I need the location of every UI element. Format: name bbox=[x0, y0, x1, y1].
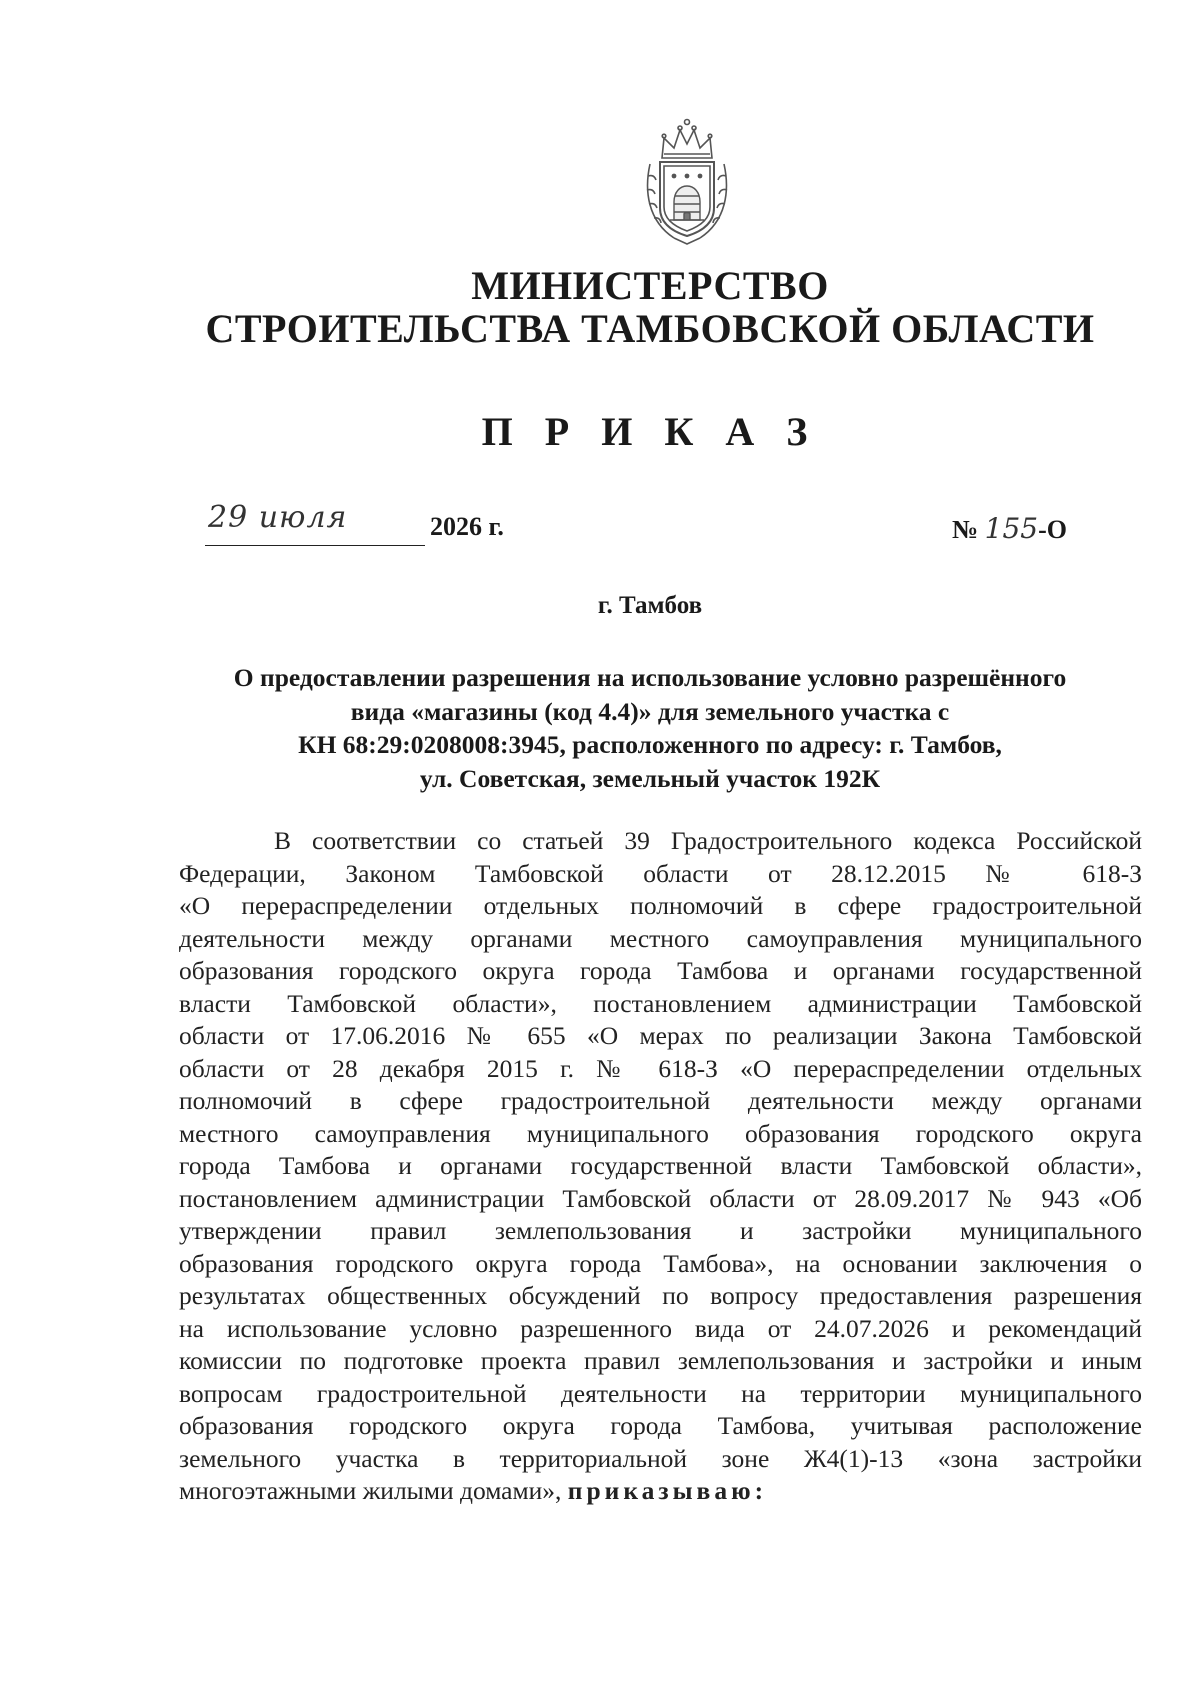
date-handwritten: 29 июля bbox=[208, 500, 348, 535]
body-line: на использование условно разрешенного вида от 24.07.2026 и рекомендаций bbox=[179, 1313, 1142, 1343]
body-line: В соответствии со статьей 39 Градостроительного кодекса Российской bbox=[274, 826, 1142, 855]
subject-line: ул. Советская, земельный участок 192К bbox=[419, 763, 881, 793]
body-line: «О перераспределении отдельных полномочий в сфере градостроительной bbox=[179, 891, 1142, 920]
body-line: Федерации, Законом Тамбовской области от 28.12.2015 № 618-З bbox=[179, 858, 1142, 888]
body-line: результатах общественных обсуждений по вопросу предоставления разрешения bbox=[179, 1281, 1142, 1310]
order-decree-word: приказываю: bbox=[567, 1476, 768, 1505]
body-line: власти Тамбовской области», постановлением администрации Тамбовской bbox=[179, 988, 1142, 1018]
coat-of-arms-emblem bbox=[634, 116, 740, 248]
body-line: утверждении правил землепользования и застройки муниципального bbox=[179, 1216, 1142, 1245]
city-name: г. Тамбов bbox=[597, 592, 703, 619]
body-line: постановлением администрации Тамбовской области от 28.09.2017 № 943 «Об bbox=[179, 1183, 1142, 1213]
number-prefix: № bbox=[952, 515, 979, 544]
body-line: земельного участка в территориальной зоне Ж4(1)-13 «зона застройки bbox=[179, 1443, 1142, 1473]
body-last-line-text: многоэтажными жилыми домами», bbox=[179, 1476, 562, 1505]
number-suffix: -О bbox=[1038, 515, 1067, 544]
body-line: области от 28 декабря 2015 г. № 618-З «О перераспределении отдельных bbox=[179, 1053, 1142, 1083]
body-line: вопросам градостроительной деятельности на территории муниципального bbox=[179, 1378, 1142, 1408]
subject-line: вида «магазины (код 4.4)» для земельного участка с bbox=[350, 696, 950, 726]
body-line: деятельности между органами местного самоуправления муниципального bbox=[179, 923, 1142, 953]
subject-line: О предоставлении разрешения на использование условно разрешённого bbox=[233, 663, 1067, 692]
order-body-paragraph bbox=[179, 825, 1142, 1508]
date-year: 2026 г. bbox=[430, 512, 504, 541]
body-line: полномочий в сфере градостроительной деятельности между органами bbox=[179, 1086, 1142, 1115]
body-line: образования городского округа города Тамбова, учитывая расположение bbox=[179, 1411, 1142, 1440]
order-title: П Р И К А З bbox=[481, 409, 819, 454]
order-subject bbox=[150, 661, 1150, 795]
subject-line: КН 68:29:0208008:3945, расположенного по адресу: г. Тамбов, bbox=[298, 730, 1002, 759]
body-line: области от 17.06.2016 № 655 «О мерах по реализации Закона Тамбовской bbox=[179, 1021, 1142, 1050]
order-number bbox=[952, 512, 1067, 545]
body-line: комиссии по подготовке проекта правил землепользования и застройки и иным bbox=[179, 1346, 1142, 1375]
body-last-line bbox=[179, 1475, 1142, 1508]
body-line: местного самоуправления муниципального образования городского округа bbox=[179, 1118, 1142, 1148]
body-line: образования городского округа города Тамбова», на основании заключения о bbox=[179, 1248, 1142, 1278]
number-handwritten: 155 bbox=[984, 512, 1039, 545]
body-line: города Тамбова и органами государственной власти Тамбовской области», bbox=[179, 1151, 1142, 1180]
ministry-name-line-2: СТРОИТЕЛЬСТВА ТАМБОВСКОЙ ОБЛАСТИ bbox=[205, 306, 1095, 351]
body-line: образования городского округа города Тамбова и органами государственной bbox=[179, 956, 1142, 985]
ministry-name-line-1: МИНИСТЕРСТВО bbox=[471, 263, 829, 308]
